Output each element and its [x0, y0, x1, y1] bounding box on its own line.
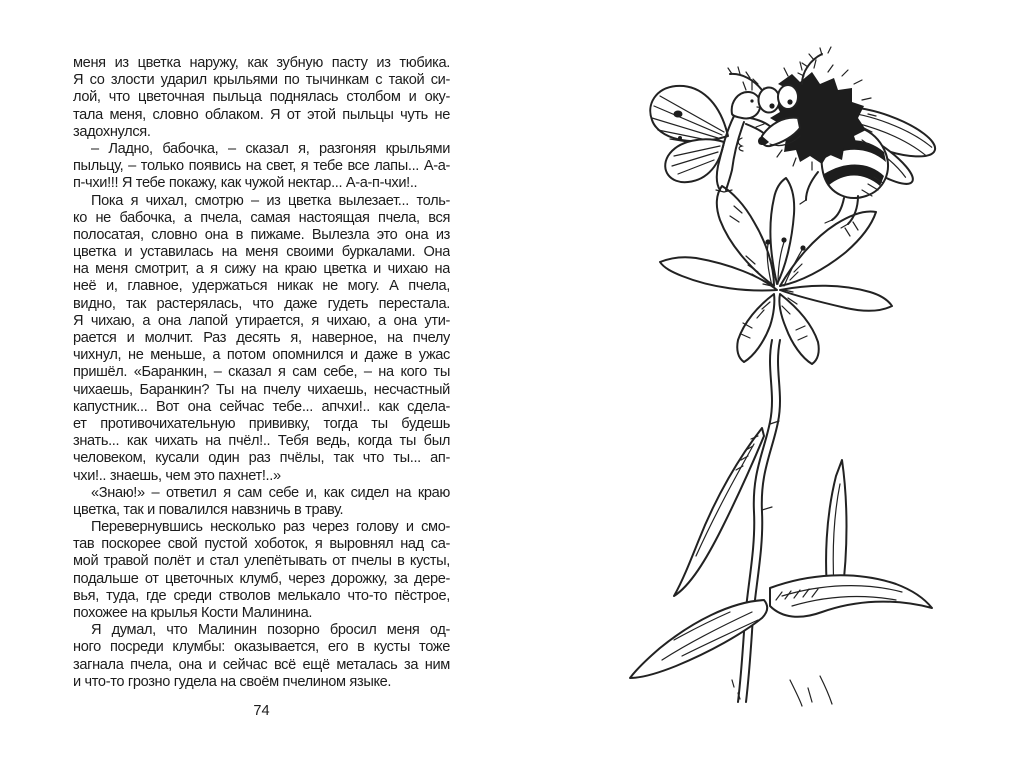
text-line: задохнулся.	[73, 123, 151, 140]
text-line: неё и, главное, удержаться никак не могу. А пчела,	[73, 278, 450, 295]
text-column	[73, 55, 450, 691]
text-line: чхи!.. знаешь, чем это пахнет!..»	[73, 467, 281, 484]
text-line: рается и молчит. Раз десять я, наверное, на пчелу	[73, 330, 450, 346]
paragraph	[73, 193, 450, 485]
text-line: мой травой полёт и стал улепётывать от пчелы в кусты,	[73, 553, 450, 570]
leaves-drawing	[630, 428, 932, 706]
text-line: ет противочихательную прививку, тогда ты будешь	[73, 415, 450, 432]
text-line: чихаешь, Баранкин? Ты на пчелу чихаешь, несчастный	[73, 381, 450, 398]
text-line: на меня смотрит, а я сижу на краю цветка и чихаю на	[73, 261, 450, 278]
text-line: чихнул, не меньше, а потом опомнился и даже в ужас	[73, 347, 450, 364]
text-line: – Ладно, бабочка, – сказал я, разгоняя крыльями	[91, 140, 450, 157]
text-line: Я думал, что Малинин позорно бросил меня од-	[91, 622, 450, 639]
text-line: пыльцу, – только появись на свет, я тебе все лапы... А-а-	[73, 158, 450, 175]
text-line: п-чхи!!! Я тебе покажу, как чужой нектар... А-а-п-чхи!..	[73, 175, 418, 192]
paragraph	[73, 55, 450, 141]
text-line: пришёл. «Баранкин, – сказал я сам себе, – на кого ты	[73, 364, 450, 381]
text-line: вья, туда, где среди стволов мелькало что-то пёстрое,	[73, 587, 450, 604]
stem-drawing	[732, 340, 780, 702]
text-line: капустник... Вот она сейчас тебе... апчхи!.. как сдела-	[73, 398, 450, 415]
text-line: загнала пчела, она и сейчас всё ещё металась за ним	[73, 656, 450, 673]
text-line: видно, так растерялась, что даже гудеть перестала.	[73, 295, 450, 312]
text-line: ного посреди клумбы: оказывается, его в кусты тоже	[73, 639, 450, 656]
text-line: «Знаю!» – ответил я сам себе и, как сидел на краю	[91, 484, 450, 501]
text-line: цветка, так и повалился навзничь в траву.	[73, 501, 344, 518]
text-line: Перевернувшись несколько раз через голову и смо-	[91, 519, 450, 536]
illustration-svg	[612, 40, 972, 710]
text-line: Пока я чихал, смотрю – из цветка вылезает... толь-	[91, 192, 450, 209]
text-line: полосатая, словно она в пижаме. Вылезла это она из	[73, 226, 450, 243]
bee-drawing	[728, 47, 941, 228]
text-line: меня из цветка наружу, как зубную пасту из тюбика.	[73, 55, 450, 71]
text-line: лой, что цветочная пыльца поднялась столбом и оку-	[73, 89, 450, 106]
text-line: человеком, кусали один раз пчёлы, так что ты... ап-	[73, 450, 450, 467]
text-line: Я со злости ударил крыльями по тычинкам с такой си-	[73, 72, 450, 89]
paragraph	[73, 622, 450, 691]
text-line: тала меня, словно облаком. Я от этой пыльцы чуть не	[73, 106, 450, 123]
text-line: и что-то грозно гудела на своём пчелином языке.	[73, 673, 392, 690]
text-line: подальше от цветочных клумб, через дорожку, за дере-	[73, 570, 450, 587]
text-line: тав поскорее свой пустой хоботок, я выровнял над са-	[73, 536, 450, 553]
text-line: цветка и уставилась на меня своими буркалами. Она	[73, 244, 450, 261]
page-number: 74	[253, 703, 270, 719]
paragraph	[73, 141, 450, 193]
paragraph	[73, 485, 450, 519]
illustration	[612, 40, 972, 710]
text-line: ко не бабочка, а пчела, самая настоящая пчела, вся	[73, 209, 450, 226]
text-line: знать... как чихать на пчёл!.. Тебя ведь, когда ты был	[73, 433, 450, 450]
paragraph	[73, 519, 450, 622]
text-line: Я чихаю, а она лапой утирается, я чихаю, а она ути-	[73, 312, 450, 329]
text-line: похожее на крылья Кости Малинина.	[73, 605, 313, 621]
butterfly-drawing	[650, 81, 772, 192]
